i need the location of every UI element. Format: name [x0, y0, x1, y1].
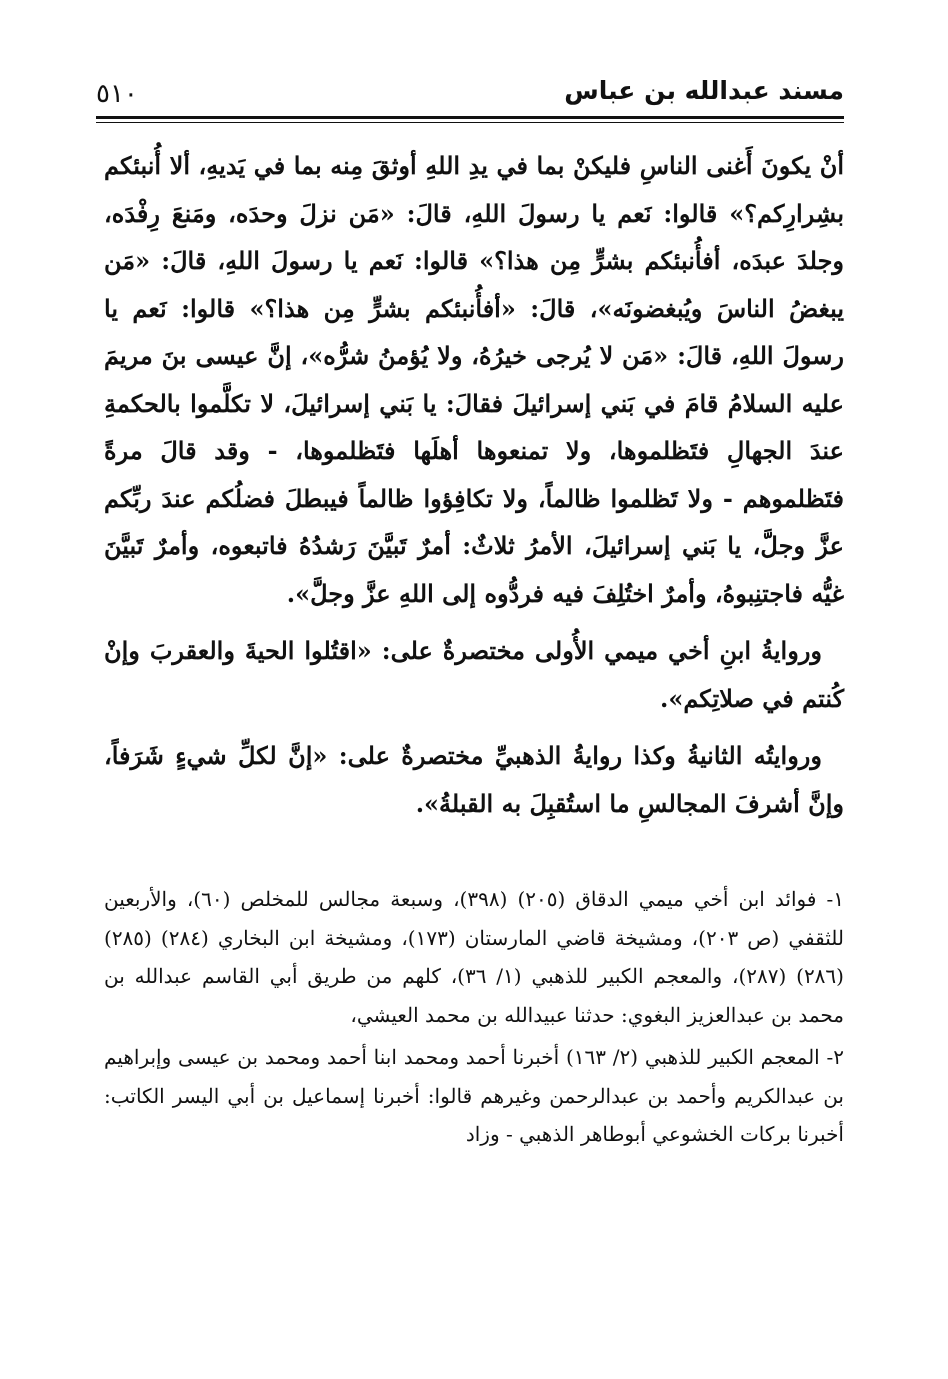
footnotes-section — [104, 880, 844, 1158]
footnote-2: ٢- المعجم الكبير للذهبي (٢/ ١٦٣) أخبرنا أحمد ومحمد ابنا أحمد ومحمد بن عيسى وإبراهيم بن عبدالكريم وأحمد بن عبدالرحمن وغيرهم قالوا: أخبرنا إسماعيل بن أبي اليسر الكاتب: أخبرنا بركات الخشوعي أبوطاهر الذهبي - وزاد — [104, 1045, 844, 1146]
narration-note-first: وروايةُ ابنِ أخي ميمي الأُولى مختصرةٌ على: «اقتُلوا الحيةَ والعقربَ وإنْ كُنتم في صلاتِكم». — [104, 636, 844, 713]
page-number: ٥١٠ — [96, 79, 138, 109]
hadith-paragraph: أنْ يكونَ أَغنى الناسِ فليكنْ بما في يدِ اللهِ أوثقَ مِنه بما في يَديهِ، ألا أُنبئكم بشِرارِكم؟» قالوا: نَعم يا رسولَ اللهِ، قالَ: «مَن نزلَ وحدَه، ومَنعَ رِفْدَه، وجلدَ عبدَه، أفأُنبئكم بشرٍّ مِن هذا؟» قالوا: نَعم يا رسولَ اللهِ، قالَ: «مَن يبغضُ الناسَ ويُبغضونَه»، قالَ: «أفأُنبئكم بشرٍّ مِن هذا؟» قالوا: نَعم يا رسولَ اللهِ، قالَ: «مَن لا يُرجى خيرُهُ، ولا يُؤمنُ شرُّه»، إنَّ عيسى بنَ مريمَ عليه السلامُ قامَ في بَني إسرائيلَ فقالَ: يا بَني إسرائيلَ، لا تكلَّموا بالحكمةِ عندَ الجهالِ فتَظلموها، ولا تمنعوها أهلَها فتَظلموها، - وقد قالَ مرةً فتَظلموهم - ولا تَظلموا ظالماً، ولا تكافِؤوا ظالماً فيبطلَ فضلُكم عندَ ربِّكم عزَّ وجلَّ، يا بَني إسرائيلَ، الأمرُ ثلاثٌ: أمرٌ تَبيَّنَ رَشدُهُ فاتبعوه، وأمرٌ تَبيَّنَ غيُّه فاجتنِبوهُ، وأمرٌ اختُلِفَ فيه فردُّوه إلى اللهِ عزَّ وجلَّ». — [104, 151, 845, 608]
running-title: مسند عبدالله بن عباس — [564, 76, 844, 105]
footnote-1: ١- فوائد ابن أخي ميمي الدقاق (٢٠٥) (٣٩٨)، وسبعة مجالس للمخلص (٦٠)، والأربعين للثقفي (ص ٢٠٣)، ومشيخة قاضي المارستان (١٧٣)، ومشيخة ابن البخاري (٢٨٤) (٢٨٥) (٢٨٦) (٢٨٧)، والمعجم الكبير للذهبي (١/ ٣٦)، كلهم من طريق أبي القاسم عبدالله بن محمد بن عبدالعزيز البغوي: حدثنا عبيدالله بن محمد العيشي، — [104, 887, 844, 1027]
page-header — [96, 74, 844, 116]
main-text — [104, 142, 844, 837]
narration-note-second: وروايتُه الثانيةُ وكذا روايةُ الذهبيِّ مختصرةٌ على: «إنَّ لكلِّ شيءٍ شَرَفاً، وإنَّ أشرفَ المجالسِ ما استُقبِلَ به القبلةُ». — [104, 741, 844, 818]
header-rule-thin — [96, 122, 844, 123]
header-rule-thick — [96, 116, 844, 119]
